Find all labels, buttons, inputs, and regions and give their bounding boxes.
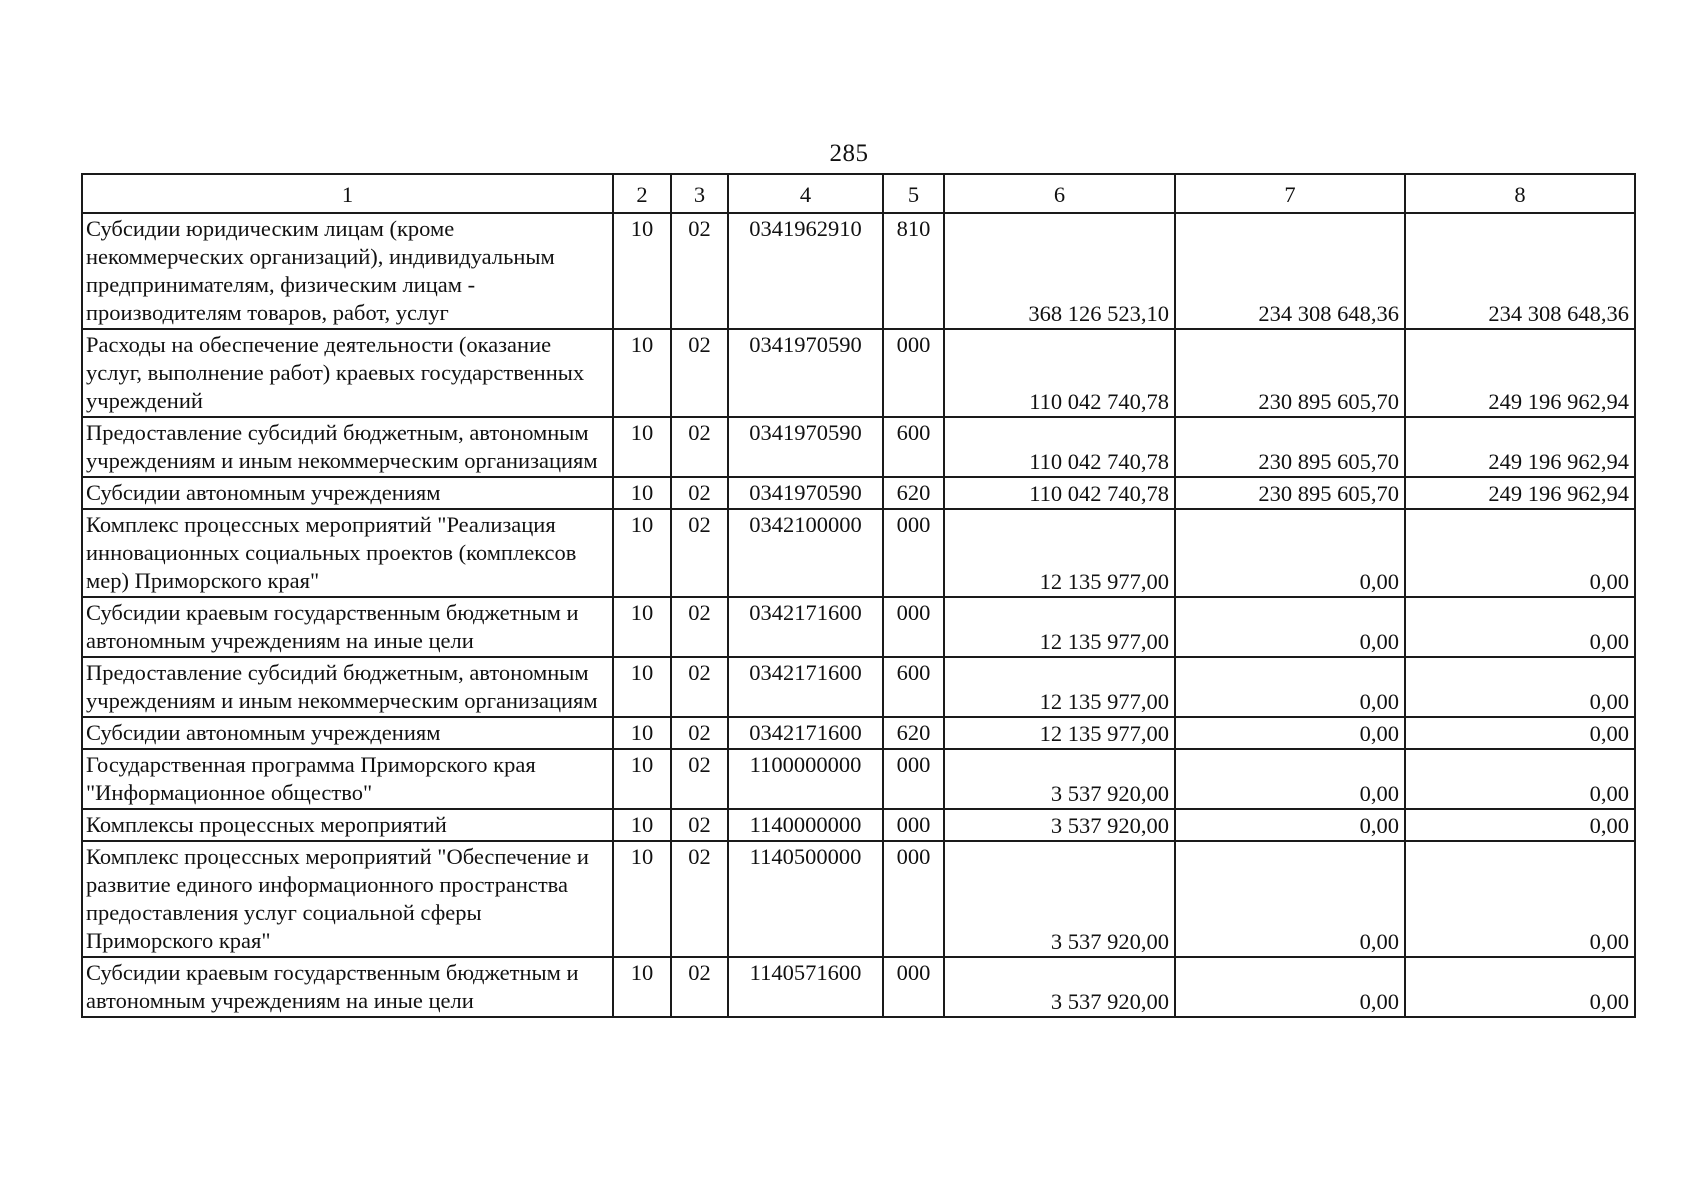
table-row bbox=[82, 597, 1635, 657]
budget-table bbox=[81, 173, 1636, 1018]
target-article-code: 0342171600 bbox=[728, 657, 883, 717]
expense-type-code: 000 bbox=[883, 329, 944, 417]
target-article-code: 1140000000 bbox=[728, 809, 883, 841]
table-row bbox=[82, 477, 1635, 509]
expense-name: Субсидии юридическим лицам (кроме некоммерческих организаций), индивидуальным предпринимателям, физическим лицам - производителям товаров, работ, услуг bbox=[82, 213, 613, 329]
amount-col-6: 368 126 523,10 bbox=[944, 213, 1175, 329]
table-row bbox=[82, 657, 1635, 717]
expense-type-code: 000 bbox=[883, 841, 944, 957]
amount-col-8: 0,00 bbox=[1405, 957, 1635, 1017]
amount-col-7: 0,00 bbox=[1175, 749, 1405, 809]
amount-col-8: 249 196 962,94 bbox=[1405, 417, 1635, 477]
expense-name: Субсидии краевым государственным бюджетным и автономным учреждениям на иные цели bbox=[82, 597, 613, 657]
target-article-code: 0341970590 bbox=[728, 477, 883, 509]
amount-col-7: 0,00 bbox=[1175, 809, 1405, 841]
amount-col-7: 0,00 bbox=[1175, 841, 1405, 957]
subsection-code: 02 bbox=[671, 717, 728, 749]
amount-col-7: 0,00 bbox=[1175, 657, 1405, 717]
amount-col-8: 0,00 bbox=[1405, 809, 1635, 841]
expense-name: Государственная программа Приморского края "Информационное общество" bbox=[82, 749, 613, 809]
expense-name: Комплексы процессных мероприятий bbox=[82, 809, 613, 841]
target-article-code: 0342171600 bbox=[728, 597, 883, 657]
amount-col-8: 0,00 bbox=[1405, 509, 1635, 597]
table-row bbox=[82, 717, 1635, 749]
table-row bbox=[82, 749, 1635, 809]
section-code: 10 bbox=[613, 657, 671, 717]
amount-col-6: 3 537 920,00 bbox=[944, 749, 1175, 809]
section-code: 10 bbox=[613, 213, 671, 329]
section-code: 10 bbox=[613, 509, 671, 597]
expense-type-code: 000 bbox=[883, 509, 944, 597]
expense-type-code: 000 bbox=[883, 809, 944, 841]
target-article-code: 1140500000 bbox=[728, 841, 883, 957]
page-number: 285 bbox=[829, 140, 869, 167]
subsection-code: 02 bbox=[671, 213, 728, 329]
table-row bbox=[82, 957, 1635, 1017]
amount-col-8: 0,00 bbox=[1405, 749, 1635, 809]
table-row bbox=[82, 841, 1635, 957]
amount-col-7: 230 895 605,70 bbox=[1175, 477, 1405, 509]
subsection-code: 02 bbox=[671, 417, 728, 477]
section-code: 10 bbox=[613, 749, 671, 809]
expense-name: Субсидии автономным учреждениям bbox=[82, 717, 613, 749]
section-code: 10 bbox=[613, 717, 671, 749]
amount-col-7: 230 895 605,70 bbox=[1175, 417, 1405, 477]
expense-name: Субсидии автономным учреждениям bbox=[82, 477, 613, 509]
expense-type-code: 620 bbox=[883, 477, 944, 509]
amount-col-6: 110 042 740,78 bbox=[944, 417, 1175, 477]
amount-col-8: 0,00 bbox=[1405, 841, 1635, 957]
table-body bbox=[82, 213, 1635, 1017]
table-row bbox=[82, 417, 1635, 477]
expense-name: Предоставление субсидий бюджетным, автономным учреждениям и иным некоммерческим организациям bbox=[82, 657, 613, 717]
amount-col-7: 0,00 bbox=[1175, 597, 1405, 657]
section-code: 10 bbox=[613, 477, 671, 509]
column-header-2: 2 bbox=[613, 174, 671, 213]
amount-col-6: 12 135 977,00 bbox=[944, 657, 1175, 717]
column-header-3: 3 bbox=[671, 174, 728, 213]
amount-col-7: 230 895 605,70 bbox=[1175, 329, 1405, 417]
column-header-6: 6 bbox=[944, 174, 1175, 213]
table-row bbox=[82, 809, 1635, 841]
table-row bbox=[82, 509, 1635, 597]
target-article-code: 0342100000 bbox=[728, 509, 883, 597]
target-article-code: 0341970590 bbox=[728, 417, 883, 477]
table-row bbox=[82, 213, 1635, 329]
subsection-code: 02 bbox=[671, 509, 728, 597]
subsection-code: 02 bbox=[671, 841, 728, 957]
expense-type-code: 810 bbox=[883, 213, 944, 329]
column-header-8: 8 bbox=[1405, 174, 1635, 213]
subsection-code: 02 bbox=[671, 597, 728, 657]
section-code: 10 bbox=[613, 597, 671, 657]
amount-col-8: 249 196 962,94 bbox=[1405, 329, 1635, 417]
table-row bbox=[82, 329, 1635, 417]
subsection-code: 02 bbox=[671, 657, 728, 717]
amount-col-6: 12 135 977,00 bbox=[944, 717, 1175, 749]
expense-type-code: 600 bbox=[883, 417, 944, 477]
expense-type-code: 000 bbox=[883, 957, 944, 1017]
amount-col-7: 0,00 bbox=[1175, 717, 1405, 749]
amount-col-7: 234 308 648,36 bbox=[1175, 213, 1405, 329]
amount-col-6: 3 537 920,00 bbox=[944, 809, 1175, 841]
target-article-code: 1100000000 bbox=[728, 749, 883, 809]
expense-type-code: 000 bbox=[883, 597, 944, 657]
target-article-code: 0342171600 bbox=[728, 717, 883, 749]
expense-type-code: 600 bbox=[883, 657, 944, 717]
subsection-code: 02 bbox=[671, 477, 728, 509]
section-code: 10 bbox=[613, 809, 671, 841]
expense-name: Предоставление субсидий бюджетным, автономным учреждениям и иным некоммерческим организациям bbox=[82, 417, 613, 477]
expense-name: Комплекс процессных мероприятий "Реализация инновационных социальных проектов (комплексов мер) Приморского края" bbox=[82, 509, 613, 597]
amount-col-6: 3 537 920,00 bbox=[944, 957, 1175, 1017]
amount-col-6: 3 537 920,00 bbox=[944, 841, 1175, 957]
subsection-code: 02 bbox=[671, 749, 728, 809]
target-article-code: 0341970590 bbox=[728, 329, 883, 417]
subsection-code: 02 bbox=[671, 957, 728, 1017]
amount-col-8: 234 308 648,36 bbox=[1405, 213, 1635, 329]
section-code: 10 bbox=[613, 841, 671, 957]
subsection-code: 02 bbox=[671, 809, 728, 841]
expense-type-code: 000 bbox=[883, 749, 944, 809]
target-article-code: 1140571600 bbox=[728, 957, 883, 1017]
column-header-7: 7 bbox=[1175, 174, 1405, 213]
subsection-code: 02 bbox=[671, 329, 728, 417]
expense-type-code: 620 bbox=[883, 717, 944, 749]
expense-name: Комплекс процессных мероприятий "Обеспечение и развитие единого информационного пространства предоставления услуг социальной сферы Приморского края" bbox=[82, 841, 613, 957]
header-row bbox=[82, 174, 1635, 213]
amount-col-8: 249 196 962,94 bbox=[1405, 477, 1635, 509]
section-code: 10 bbox=[613, 957, 671, 1017]
expense-name: Субсидии краевым государственным бюджетным и автономным учреждениям на иные цели bbox=[82, 957, 613, 1017]
amount-col-7: 0,00 bbox=[1175, 957, 1405, 1017]
amount-col-6: 110 042 740,78 bbox=[944, 329, 1175, 417]
column-header-5: 5 bbox=[883, 174, 944, 213]
amount-col-6: 12 135 977,00 bbox=[944, 509, 1175, 597]
amount-col-7: 0,00 bbox=[1175, 509, 1405, 597]
expense-name: Расходы на обеспечение деятельности (оказание услуг, выполнение работ) краевых государственных учреждений bbox=[82, 329, 613, 417]
target-article-code: 0341962910 bbox=[728, 213, 883, 329]
column-header-4: 4 bbox=[728, 174, 883, 213]
column-header-1: 1 bbox=[82, 174, 613, 213]
amount-col-8: 0,00 bbox=[1405, 657, 1635, 717]
amount-col-6: 12 135 977,00 bbox=[944, 597, 1175, 657]
table-header bbox=[82, 174, 1635, 213]
section-code: 10 bbox=[613, 329, 671, 417]
amount-col-8: 0,00 bbox=[1405, 717, 1635, 749]
section-code: 10 bbox=[613, 417, 671, 477]
amount-col-8: 0,00 bbox=[1405, 597, 1635, 657]
amount-col-6: 110 042 740,78 bbox=[944, 477, 1175, 509]
